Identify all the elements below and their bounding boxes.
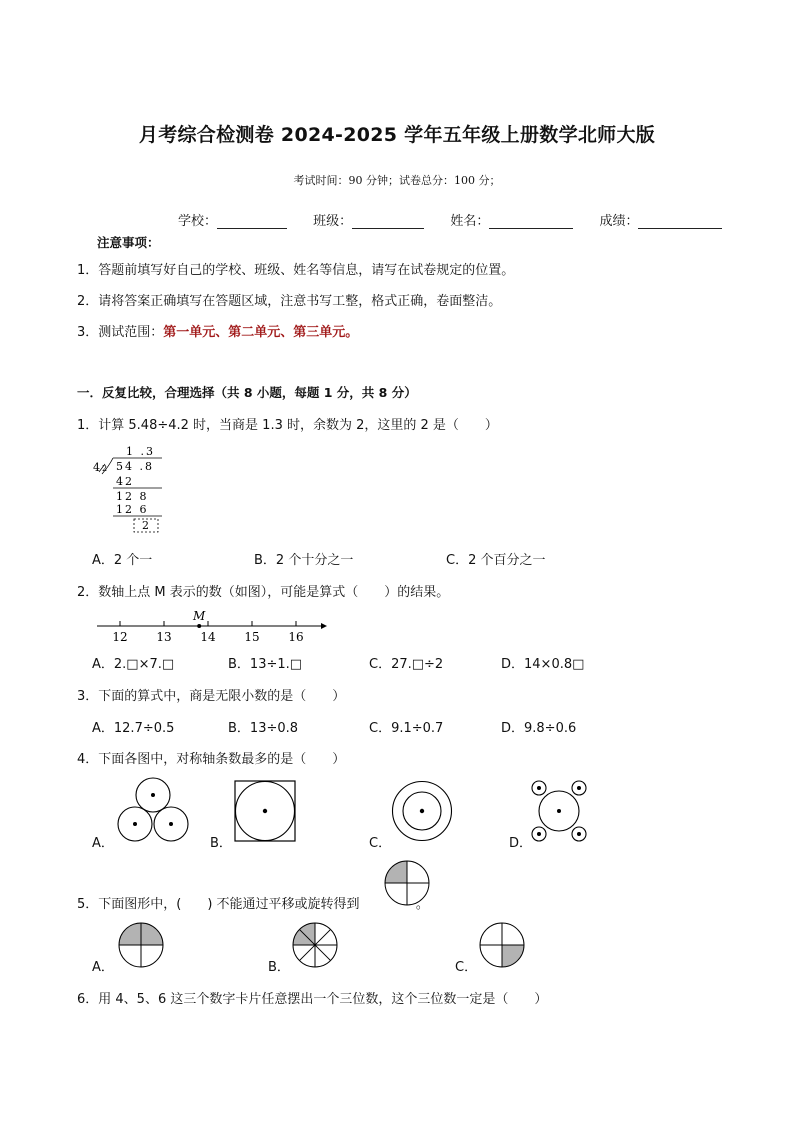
dividend-text: 54 .8	[116, 460, 154, 473]
q5-stem	[77, 893, 429, 912]
step-3-text: 12 6	[116, 503, 149, 516]
circle-in-square-figure	[234, 780, 296, 842]
notes-heading: 注意事项：	[97, 235, 160, 250]
section-1-title: 一．反复比较，合理选择（共 8 小题，每题 1 分，共 8 分）	[77, 385, 417, 400]
q3-option-b[interactable]: B．13÷0.8	[228, 721, 299, 736]
q5-stem-end: 。	[415, 897, 429, 912]
quotient-text: 1 .3	[126, 445, 155, 458]
q3-stem: 3．下面的算式中，商是无限小数的是（ ）	[77, 689, 346, 704]
q1-stem: 1．计算 5.48÷4.2 时，当商是 1.3 时，余数为 2，这里的 2 是（ ）	[77, 418, 498, 433]
q2-option-d[interactable]: D．14×0.8□	[501, 657, 585, 672]
test-scope: 第一单元、第二单元、第三单元。	[163, 325, 359, 340]
score-label: 成绩：	[599, 214, 639, 229]
school-field[interactable]	[217, 214, 287, 229]
q5-figure-b	[292, 922, 338, 968]
number-line-tick-label: 15	[244, 630, 260, 644]
q2-option-c[interactable]: C．27.□÷2	[369, 657, 444, 672]
q4-option-d[interactable]: D．	[509, 836, 533, 851]
student-info-fields	[178, 210, 722, 229]
point-m-marker	[197, 624, 201, 628]
number-line-arrow	[321, 623, 327, 629]
name-field[interactable]	[489, 214, 573, 229]
rule-1: 1．答题前填写好自己的学校、班级、姓名等信息，请写在试卷规定的位置。	[77, 263, 515, 278]
q5-option-b[interactable]: B．	[268, 960, 290, 975]
number-line-tick-label: 14	[200, 630, 216, 644]
rule-3-prefix: 3．测试范围：	[77, 325, 164, 340]
step-1-text: 42	[116, 475, 134, 488]
point-m-label: M	[193, 609, 206, 623]
number-line	[95, 604, 330, 646]
score-field[interactable]	[638, 214, 722, 229]
q1-option-b[interactable]: B．2 个十分之一	[254, 553, 354, 568]
q1-option-a[interactable]: A．2 个一	[92, 553, 153, 568]
divisor-text: 4	[93, 461, 100, 474]
three-circles-figure	[116, 775, 192, 845]
q6-stem: 6．用 4、5、6 这三个数字卡片任意摆出一个三位数，这个三位数一定是（ ）	[77, 992, 548, 1007]
number-line-tick-label: 12	[112, 630, 128, 644]
circle-with-four-small-circles-figure	[531, 780, 587, 842]
rule-2: 2．请将答案正确填写在答题区域，注意书写工整，格式正确，卷面整洁。	[77, 294, 502, 309]
name-label: 姓名：	[450, 214, 490, 229]
divisor-tail-text: 2	[102, 464, 108, 473]
q5-figure-c	[479, 922, 525, 968]
q3-option-c[interactable]: C．9.1÷0.7	[369, 721, 444, 736]
q4-option-a[interactable]: A．	[92, 836, 114, 851]
q4-option-c[interactable]: C．	[369, 836, 392, 851]
reference-quartered-circle	[384, 860, 430, 906]
school-label: 学校：	[178, 214, 218, 229]
q5-stem-text: 5．下面图形中，( ) 不能通过平移或旋转得到	[77, 897, 360, 912]
number-line-tick-label: 16	[288, 630, 304, 644]
exam-meta: 考试时间：90 分钟；试卷总分：100 分；	[293, 174, 501, 187]
q4-option-b[interactable]: B．	[210, 836, 232, 851]
page-title: 月考综合检测卷 2024-2025 学年五年级上册数学北师大版	[138, 124, 656, 146]
q5-option-a[interactable]: A．	[92, 960, 114, 975]
q5-figure-a	[118, 922, 164, 968]
q3-option-d[interactable]: D．9.8÷0.6	[501, 721, 577, 736]
step-2-text: 12 8	[116, 490, 149, 503]
q2-stem: 2．数轴上点 M 表示的数（如图），可能是算式（ ）的结果。	[77, 585, 450, 600]
number-line-tick-label: 13	[156, 630, 172, 644]
class-field[interactable]	[352, 214, 424, 229]
q1-option-c[interactable]: C．2 个百分之一	[446, 553, 546, 568]
q4-stem: 4．下面各图中，对称轴条数最多的是（ ）	[77, 752, 346, 767]
q5-option-c[interactable]: C．	[455, 960, 478, 975]
q3-option-a[interactable]: A．12.7÷0.5	[92, 721, 175, 736]
rule-3	[77, 321, 358, 340]
q2-option-a[interactable]: A．2.□×7.□	[92, 657, 175, 672]
concentric-circles-figure	[391, 780, 453, 842]
long-division-figure	[90, 442, 170, 537]
remainder-text: 2	[142, 519, 149, 532]
q2-option-b[interactable]: B．13÷1.□	[228, 657, 303, 672]
class-label: 班级：	[313, 214, 353, 229]
